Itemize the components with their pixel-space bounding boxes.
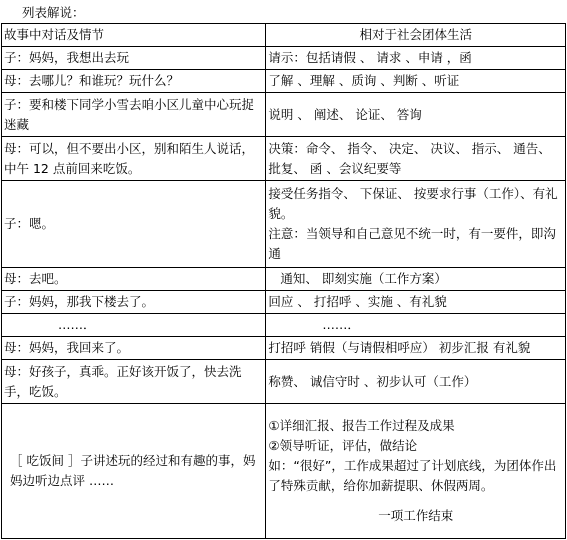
table-row <box>2 337 566 360</box>
table-row <box>2 268 566 291</box>
row-left-cell: 母：去哪儿？和谁玩？玩什么？ <box>2 70 266 93</box>
row-right-cell <box>266 404 566 539</box>
table-row <box>2 137 566 181</box>
row-left-cell: ［ 吃饭间 ］子讲述玩的经过和有趣的事，妈妈边听边点评 …… <box>2 404 266 539</box>
row-left-cell: 母：可以，但不要出小区，别和陌生人说话，中午 12 点前回来吃饭。 <box>2 137 266 181</box>
table-row <box>2 181 566 268</box>
row-left-cell: 子：要和楼下同学小雪去咱小区儿童中心玩捉迷藏 <box>2 93 266 137</box>
table-row <box>2 314 566 337</box>
right-line: 接受任务指令、 下保证、 按要求行事（工作）、有礼貌。 <box>268 186 558 221</box>
row-left-cell: ……． <box>2 314 266 337</box>
row-right-cell: 打招呼 销假（与请假相呼应） 初步汇报 有礼貌 <box>266 337 566 360</box>
row-left-cell: 母：去吧。 <box>2 268 266 291</box>
page-title: 列表解说： <box>22 5 85 20</box>
row-right-cell: 回应 、 打招呼 、实施 、有礼貌 <box>266 291 566 314</box>
table-row <box>2 404 566 539</box>
row-right-cell: ……． <box>266 314 566 337</box>
right-line: 注意：当领导和自己意见不统一时，有一要件，即沟通 <box>268 226 556 261</box>
row-right-cell: 说明 、 阐述、 论证、 答询 <box>266 93 566 137</box>
header-social-life: 相对于社会团体生活 <box>266 24 566 47</box>
row-right-cell: 称赞、 诚信守时 、初步认可（工作） <box>266 360 566 404</box>
right-line: ①详细汇报、报告工作过程及成果 <box>268 418 455 433</box>
table-row <box>2 93 566 137</box>
story-comparison-table <box>1 23 566 539</box>
row-left-cell: 子：嗯。 <box>2 181 266 268</box>
row-right-cell: 决策：命令、 指令、 决定、 决议、 指示、 通告、 批复、 函 、会议纪要等 <box>266 137 566 181</box>
row-right-cell <box>266 181 566 268</box>
right-line: 如：“很好”，工作成果超过了计划底线，为团体作出了特殊贡献，给你加薪提职、休假两周。 <box>268 458 557 493</box>
row-left-cell: 子：妈妈，那我下楼去了。 <box>2 291 266 314</box>
row-right-cell: 了解 、理解 、质询 、判断 、听证 <box>266 70 566 93</box>
row-left-cell: 子：妈妈，我想出去玩 <box>2 47 266 70</box>
row-right-cell: 请示：包括请假 、 请求 、申请 ，函 <box>266 47 566 70</box>
row-left-cell: 母：好孩子，真乖。正好该开饭了，快去洗手，吃饭。 <box>2 360 266 404</box>
right-line: 一项工作结束 <box>378 508 454 523</box>
table-row <box>2 291 566 314</box>
table-row <box>2 47 566 70</box>
header-story-dialogue: 故事中对话及情节 <box>2 24 266 47</box>
row-right-cell: 通知、 即刻实施（工作方案） <box>266 268 566 291</box>
row-left-cell: 母：妈妈，我回来了。 <box>2 337 266 360</box>
table-header-row <box>2 24 566 47</box>
table-row <box>2 360 566 404</box>
right-line: ②领导听证，评估，做结论 <box>268 438 418 453</box>
table-row <box>2 70 566 93</box>
